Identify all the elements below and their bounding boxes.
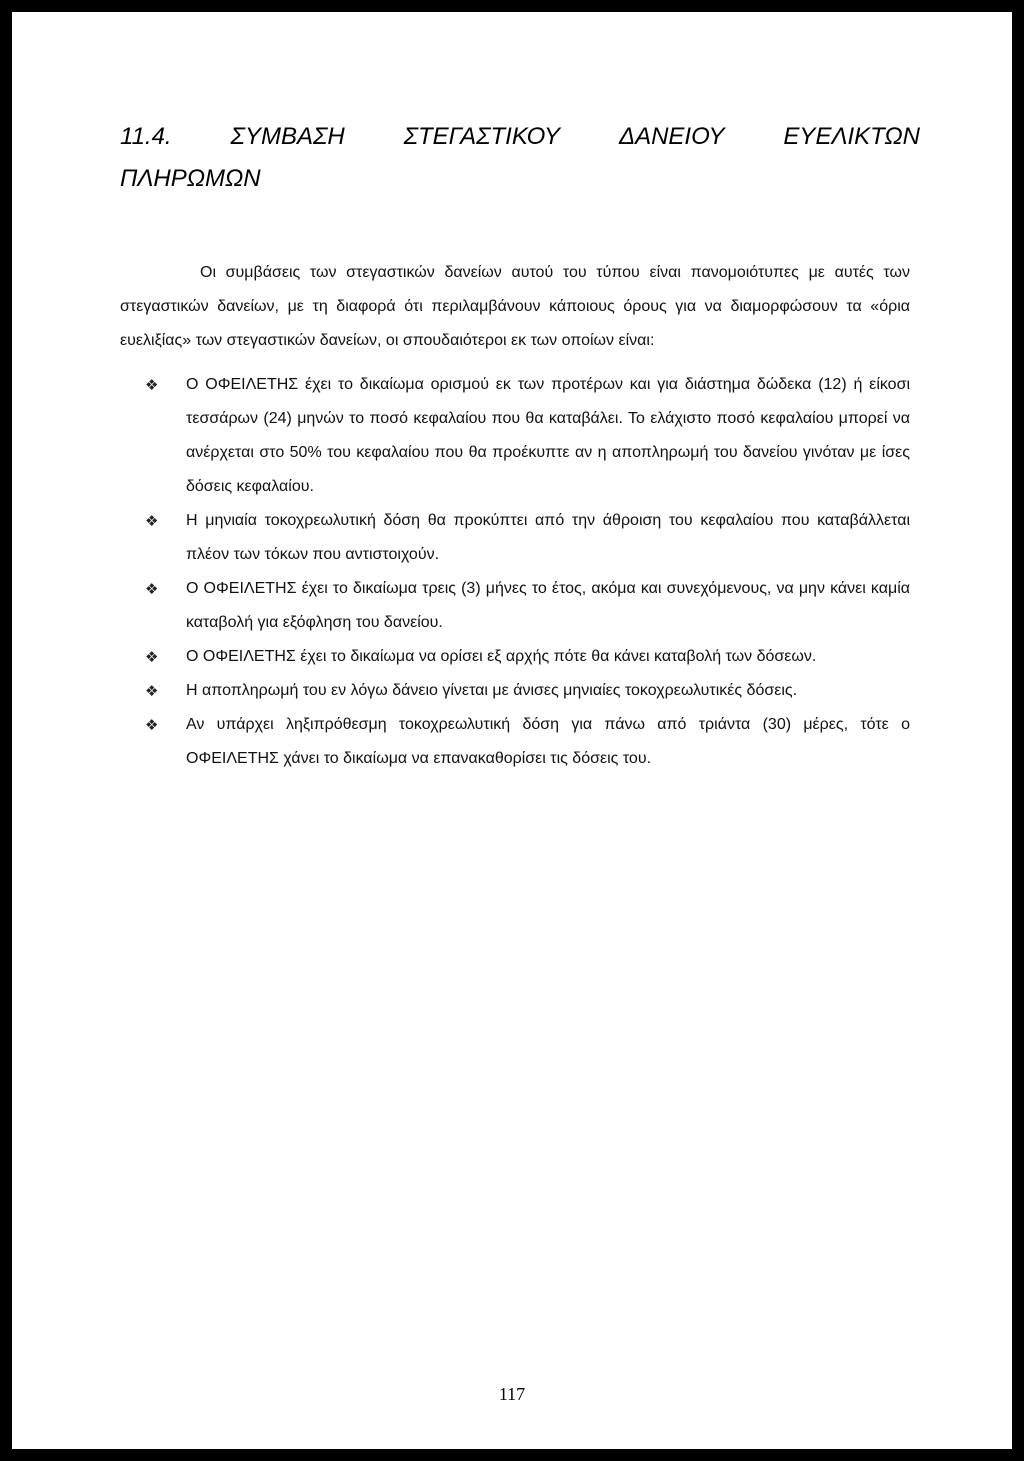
list-item	[120, 708, 910, 776]
diamond-bullet-icon: ❖	[145, 648, 159, 666]
diamond-bullet-icon: ❖	[145, 512, 159, 530]
diamond-bullet-icon: ❖	[145, 580, 159, 598]
document-page	[12, 12, 1012, 1449]
list-item-text: Ο ΟΦΕΙΛΕΤΗΣ έχει το δικαίωμα να ορίσει εξ αρχής πότε θα κάνει καταβολή των δόσεων.	[186, 648, 817, 665]
list-item-text: Αν υπάρχει ληξιπρόθεσμη τοκοχρεωλυτική δόση για πάνω από τριάντα (30) μέρες, τότε ο ΟΦΕΙΛΕΤΗΣ χάνει το δικαίωμα να επανακαθορίσει τις δόσεις του.	[186, 716, 910, 767]
list-item-text: Ο ΟΦΕΙΛΕΤΗΣ έχει το δικαίωμα ορισμού εκ των προτέρων και για διάστημα δώδεκα (12) ή είκοσι τεσσάρων (24) μηνών το ποσό κεφαλαίου που θα καταβάλει. Το ελάχιστο ποσό κεφαλαίου μπορεί να ανέρχεται στο 50% του κεφαλαίου που θα προέκυπτε αν η αποπληρωμή του δανείου γινόταν με ίσες δόσεις κεφαλαίου.	[186, 376, 910, 495]
terms-list	[120, 368, 910, 776]
list-item	[120, 674, 910, 708]
list-item-text: Ο ΟΦΕΙΛΕΤΗΣ έχει το δικαίωμα τρεις (3) μήνες το έτος, ακόμα και συνεχόμενους, να μην κάνει καμία καταβολή για εξόφληση του δανείου.	[186, 580, 910, 631]
section-heading	[120, 116, 920, 200]
section-heading-word: ΕΥΕΛΙΚΤΩΝ	[783, 123, 920, 150]
section-heading-word: ΣΥΜΒΑΣΗ	[230, 123, 345, 150]
list-item	[120, 572, 910, 640]
diamond-bullet-icon: ❖	[145, 716, 159, 734]
diamond-bullet-icon: ❖	[145, 376, 159, 394]
list-item-text: Η μηνιαία τοκοχρεωλυτική δόση θα προκύπτει από την άθροιση του κεφαλαίου που καταβάλλεται πλέον των τόκων που αντιστοιχούν.	[186, 512, 910, 563]
page-number: 117	[498, 1384, 526, 1404]
list-item	[120, 368, 910, 504]
diamond-bullet-icon: ❖	[145, 682, 159, 700]
section-heading-line-1	[120, 116, 920, 158]
section-heading-word: ΔΑΝΕΙΟΥ	[618, 123, 725, 150]
list-item	[120, 640, 910, 674]
list-item	[120, 504, 910, 572]
section-heading-word: ΣΤΕΓΑΣΤΙΚΟΥ	[403, 123, 561, 150]
section-heading-line-2: ΠΛΗΡΩΜΩΝ	[120, 165, 261, 192]
section-number: 11.4.	[120, 123, 172, 150]
list-item-text: Η αποπληρωμή του εν λόγω δάνειο γίνεται με άνισες μηνιαίες τοκοχρεωλυτικές δόσεις.	[186, 682, 798, 699]
intro-paragraph: Οι συμβάσεις των στεγαστικών δανείων αυτού του τύπου είναι πανομοιότυπες με αυτές των στεγαστικών δανείων, με τη διαφορά ότι περιλαμβάνουν κάποιους όρους για να διαμορφώσουν τα «όρια ευελιξίας» των στεγαστικών δανείων, οι σπουδαιότεροι εκ των οποίων είναι:	[120, 264, 910, 349]
